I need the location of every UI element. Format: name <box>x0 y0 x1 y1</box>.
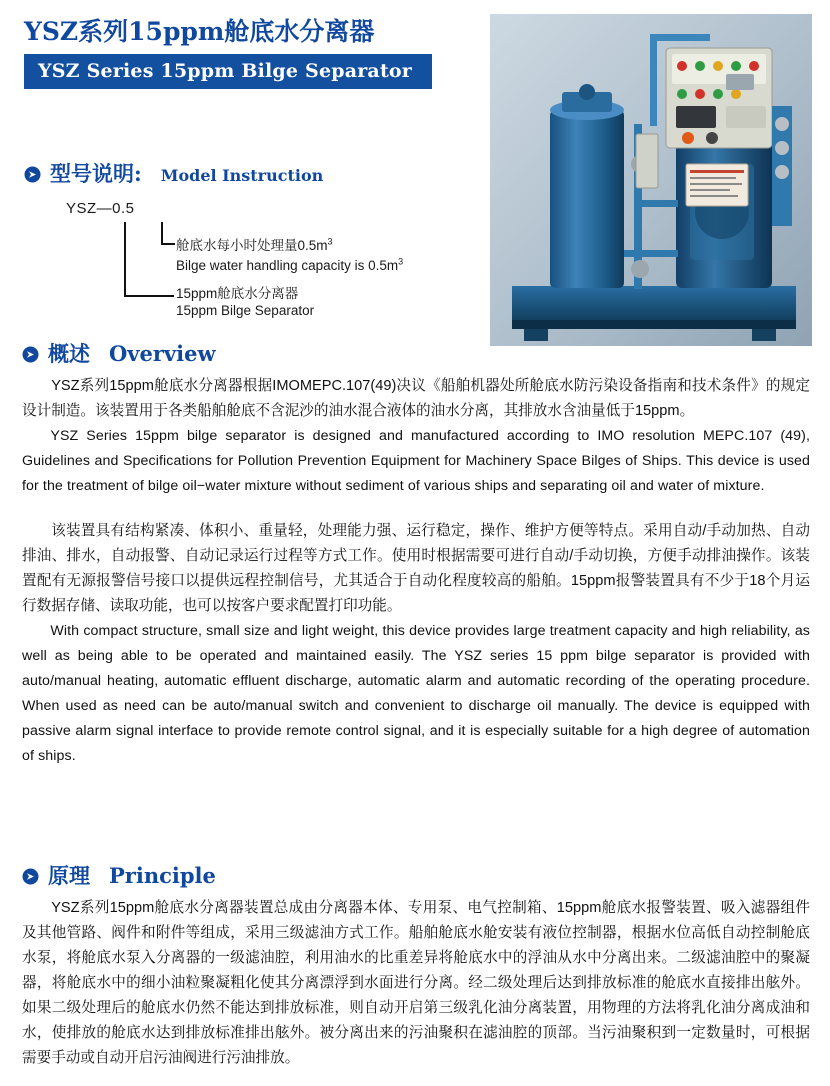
overview-paragraph-en-2: With compact structure, small size and light weight, this device provides large treatment capacity and high reliability, as well as being able to be operated and maintained easily. The YSZ series 15 ppm bilge separator is provided with auto/manual heating, automatic effluent discharge, automatic alarm and automatic recording of the operating procedure. When used as need can be auto/manual switch and convenient to discharge oil manually. The device is equipped with passive alarm signal interface to provide remote control signal, and it is especially suitable for a high degree of automation of ships. <box>22 623 810 764</box>
overview-heading-en: Overview <box>109 341 216 366</box>
model-code-diagram <box>24 200 484 350</box>
model-label-2-en: 15ppm Bilge Separator <box>176 303 315 318</box>
page-title-cn: YSZ系列15ppm舱底水分离器 <box>24 17 375 46</box>
arrow-bullet-icon <box>22 346 39 363</box>
page-title-en: YSZ Series 15ppm Bilge Separator <box>24 54 432 89</box>
overview-paragraph-cn-2: 该装置具有结构紧凑、体积小、重量轻，处理能力强、运行稳定，操作、维护方便等特点。采用自动/手动加热、自动排油、排水，自动报警、自动记录运行过程等方式工作。使用时根据需要可进行自动/手动切换，方便手动排油操作。该装置配有无源报警信号接口以提供远程控制信号，尤其适合于自动化程度较高的船舶。15ppm报警装置具有不少于18个月运行数据存储、读取功能，也可以按客户要求配置打印功能。 <box>22 523 810 614</box>
model-heading-en: Model Instruction <box>160 166 324 185</box>
leader-line-horizontal-2 <box>124 295 174 297</box>
arrow-bullet-icon <box>22 868 39 885</box>
leader-line-horizontal-1 <box>161 243 175 245</box>
leader-line-vertical-2 <box>124 222 126 296</box>
product-photo <box>490 14 812 346</box>
principle-paragraph-cn-1: YSZ系列15ppm舱底水分离器装置总成由分离器本体、专用泵、电气控制箱、15ppm舱底水报警装置、吸入滤器组件及其他管路、阀件和附件等组成，采用三级滤油方式工作。船舶舱底水舱安装有液位控制器，根据水位高低自动控制舱底水泵，将舱底水泵入分离器的一级滤油腔，利用油水的比重差异将舱底水中的浮油从水中分离出来。二级滤油腔中的聚凝器，将舱底水中的细小油粒聚凝粗化使其分离漂浮到水面进行分离。经二级处理后达到排放标准的舱底水直接排出舷外。如果二级处理后的舱底水仍然不能达到排放标准，则自动开启第三级乳化油分离装置，用物理的方法将乳化油分离成油和水，使排放的舱底水达到排放标准排出舷外。被分离出来的污油聚积在滤油腔的顶部。当污油聚积到一定数量时，可根据需要手动或自动开启污油阀进行污油排放。 <box>22 900 810 1066</box>
model-label-2-cn: 15ppm舱底水分离器 <box>176 286 299 301</box>
section-principle <box>22 860 810 1071</box>
overview-paragraph-cn-1: YSZ系列15ppm舱底水分离器根据IMOMEPC.107(49)决议《船舶机器处所舱底水防污染设备指南和技术条件》的规定设计制造。该装置用于各类船舶舱底不含泥沙的油水混合液体的油水分离，其排放水含油量低于15ppm。 <box>22 378 810 419</box>
model-code: YSZ—0.5 <box>66 200 135 217</box>
arrow-bullet-icon <box>24 166 41 183</box>
overview-paragraph-en-1: YSZ Series 15ppm bilge separator is designed and manufactured according to IMO resolution MEPC.107 (49), Guidelines and Specifications for Pollution Prevention Equipment for Machinery Space Bilges of Ships. This device is used for the treatment of bilge oil−water mixture without sediment of various ships and separating oil and water of mixture. <box>22 428 810 494</box>
principle-heading <box>22 860 810 890</box>
overview-heading <box>22 338 810 368</box>
section-model-instruction <box>24 158 484 350</box>
overview-heading-cn: 概述 <box>48 341 90 366</box>
leader-line-vertical-1 <box>161 222 163 244</box>
section-overview <box>22 338 810 769</box>
model-heading-cn: 型号说明: <box>50 161 142 186</box>
principle-heading-cn: 原理 <box>48 863 90 888</box>
document-header <box>24 18 444 89</box>
model-label-1 <box>176 233 403 274</box>
model-label-1-en: Bilge water handling capacity is $0.5m^3$ <box>176 256 404 273</box>
model-label-2 <box>176 285 314 319</box>
model-label-1-cn: 舱底水每小时处理量$0.5m^3$ <box>176 236 333 253</box>
principle-heading-en: Principle <box>109 863 216 888</box>
model-heading <box>24 158 484 188</box>
